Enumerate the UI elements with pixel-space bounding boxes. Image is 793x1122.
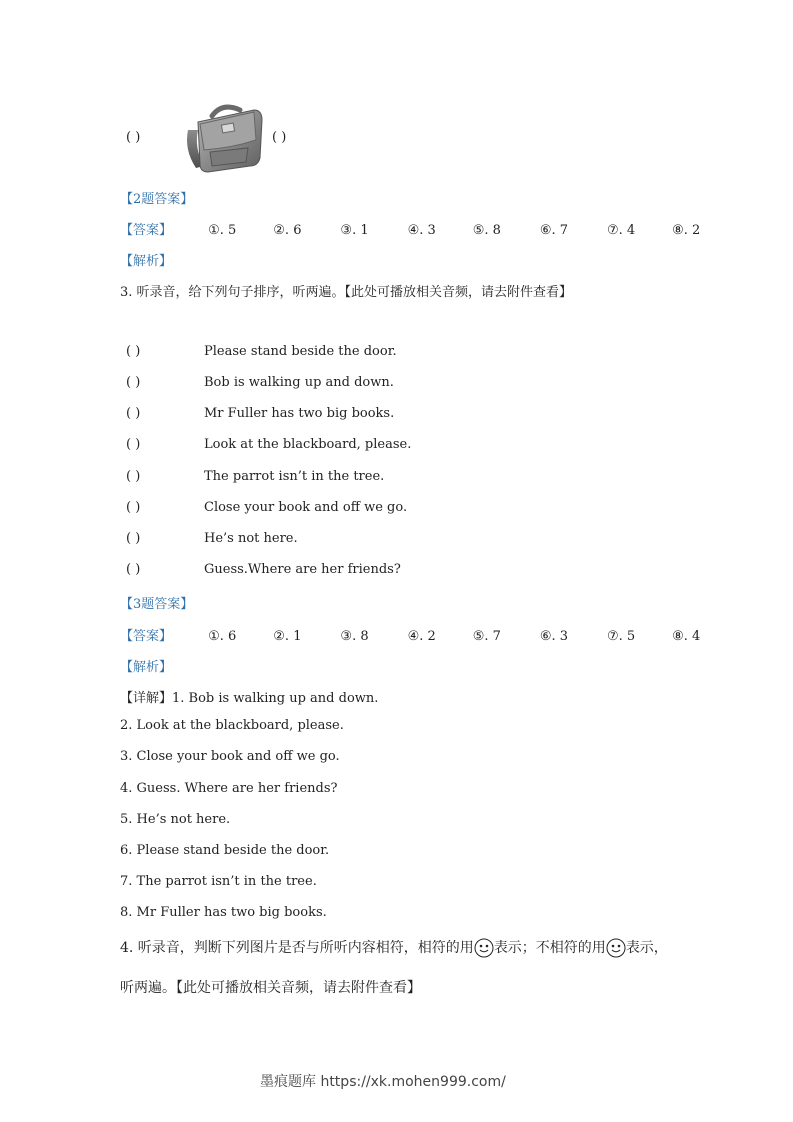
q3-question: 3. 听录音，给下列句子排序，听两遍。【此处可播放相关音频，请去附件查看】 [120,285,573,300]
q3-detail-line: 7. The parrot isn’t in the tree. [120,874,317,889]
q3-answer-label: 【答案】 [120,629,173,644]
q2-analysis-label: 【解析】 [120,254,173,269]
q2-answer-2: ②. 6 [273,223,302,238]
q2-answer-1: ①. 5 [208,223,237,238]
q3-item-paren: ( ) [126,375,141,390]
q3-answer-8: ⑧. 4 [672,629,701,644]
q3-item-text: Mr Fuller has two big books. [204,406,395,421]
q3-item-text: Guess.Where are her friends? [204,562,401,577]
bag-left-paren: ( ) [126,130,141,145]
q3-item-text: The parrot isn’t in the tree. [204,469,385,484]
q3-item-paren: ( ) [126,344,141,359]
q3-answer-5: ⑤. 7 [472,629,501,644]
q3-item [126,562,401,577]
q3-item-text: Close your book and off we go. [204,500,408,515]
q3-item-text: He’s not here. [204,531,298,546]
q3-item [126,344,397,359]
q3-item-text: Bob is walking up and down. [204,375,394,390]
q3-detail-line: 8. Mr Fuller has two big books. [120,905,327,920]
q3-item [126,375,394,390]
q3-answer-6: ⑥. 3 [539,629,569,644]
q3-analysis-label: 【解析】 [120,660,173,675]
q2-answer-row [120,219,700,238]
q4-part3: 表示， [625,940,668,956]
q3-item [126,469,384,484]
q3-item [126,406,394,421]
bag-right-paren: ( ) [272,130,287,145]
q3-answer-row [120,625,700,644]
q3-item-paren: ( ) [126,406,141,421]
q4-part1: 4. 听录音，判断下列图片是否与所听内容相符，相符的用 [120,940,474,956]
q3-item-paren: ( ) [126,437,141,452]
q3-detail-line: 2. Look at the blackboard, please. [120,718,344,733]
school-bag-image [182,100,266,174]
q4-part2: 表示；不相符的用 [493,940,606,956]
q2-answer-6: ⑥. 7 [539,223,569,238]
footer-watermark: 墨痕题库 https://xk.mohen999.com/ [260,1074,506,1090]
q4-question-line2: 听两遍。【此处可播放相关音频，请去附件查看】 [120,980,421,996]
smiley-icon [606,938,626,958]
q2-answer-8: ⑧. 2 [672,223,701,238]
q3-detail-line: 4. Guess. Where are her friends? [120,781,338,796]
q3-item-text: Please stand beside the door. [204,344,397,359]
q3-answer-4: ④. 2 [407,629,436,644]
q3-item-paren: ( ) [126,562,141,577]
q3-detail-line: 5. He’s not here. [120,812,231,827]
q3-answer-7: ⑦. 5 [606,629,636,644]
q3-item [126,500,407,515]
smiley-icon [474,938,494,958]
q3-answer-2: ②. 1 [273,629,302,644]
q3-answer-1: ①. 6 [208,629,237,644]
q2-answer-label: 【答案】 [120,223,173,238]
q3-item-paren: ( ) [126,531,141,546]
q3-item [126,437,411,452]
q3-item-paren: ( ) [126,500,141,515]
q3-item-text: Look at the blackboard, please. [204,437,412,452]
q2-answer-header: 【2题答案】 [120,192,194,207]
q3-answer-3: ③. 8 [340,629,369,644]
q3-item [126,531,298,546]
q3-answer-header: 【3题答案】 [120,597,194,612]
q2-answer-7: ⑦. 4 [606,223,636,238]
q3-detail-line: 6. Please stand beside the door. [120,843,330,858]
q3-detail-line: 【详解】1. Bob is walking up and down. [120,691,379,706]
q2-answer-3: ③. 1 [340,223,369,238]
q2-answer-4: ④. 3 [407,223,436,238]
q2-answer-5: ⑤. 8 [472,223,501,238]
q3-item-paren: ( ) [126,469,141,484]
q3-detail-line: 3. Close your book and off we go. [120,749,340,764]
q4-question-line1 [120,937,668,958]
